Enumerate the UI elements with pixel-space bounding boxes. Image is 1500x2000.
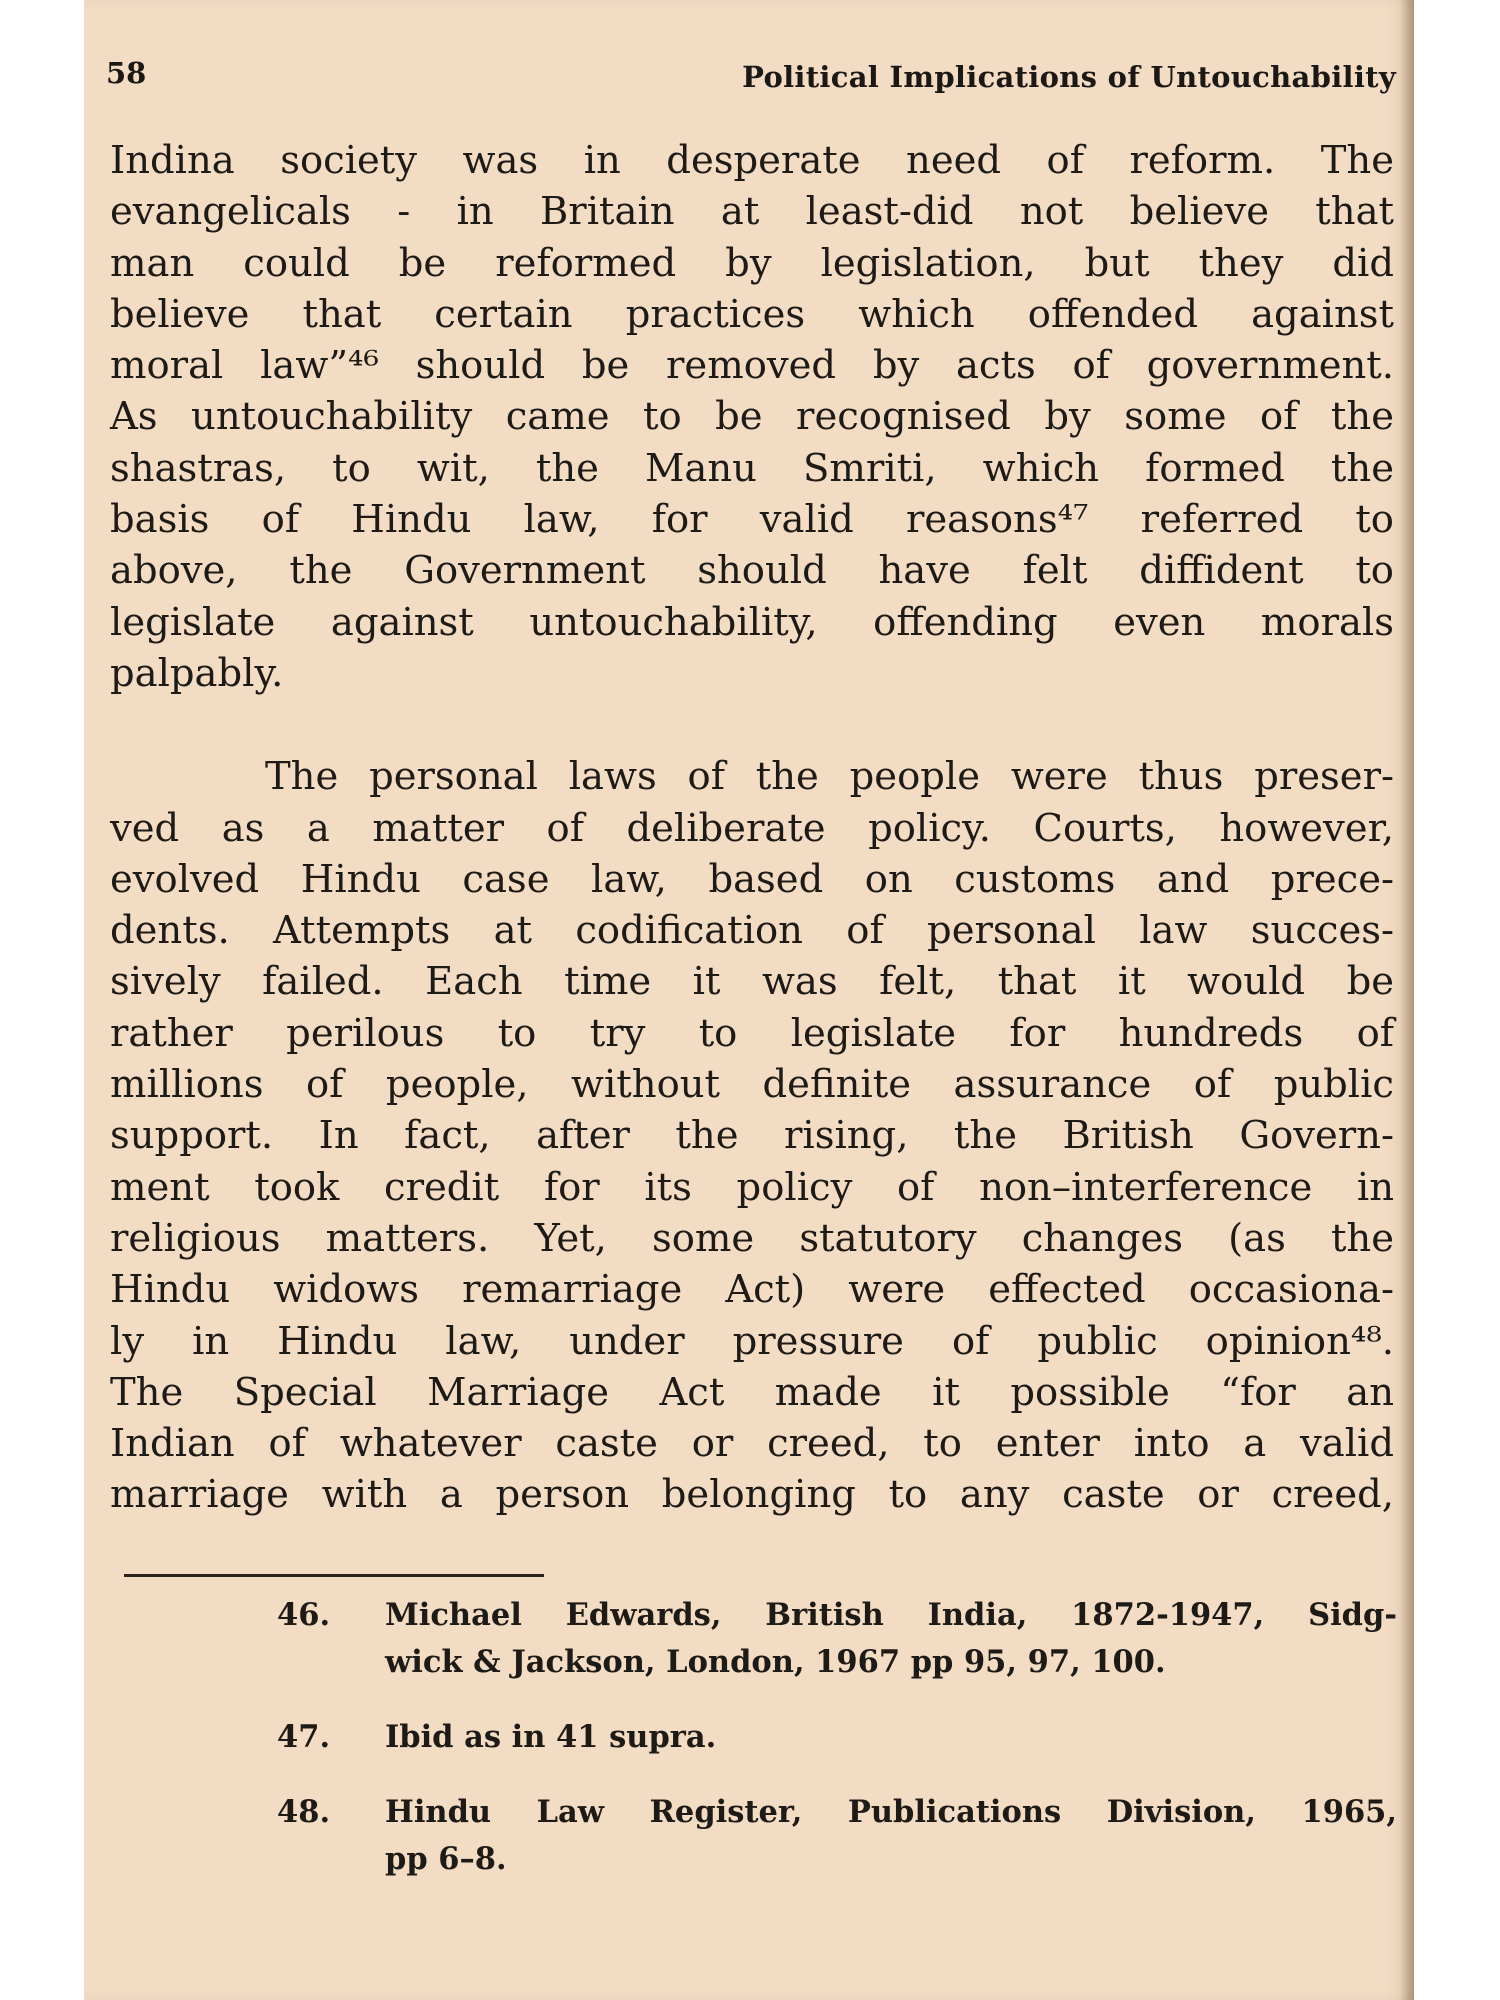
- text-line: millions of people, without definite assurance of public: [110, 1062, 1394, 1108]
- footnote-47: [277, 1714, 1397, 1761]
- text-line: above, the Government should have felt diffident to: [110, 548, 1394, 594]
- text-line: The personal laws of the people were thus preser-: [265, 754, 1394, 800]
- text-line: Indian of whatever caste or creed, to enter into a valid: [110, 1421, 1394, 1467]
- footnote-rule: [124, 1574, 544, 1577]
- text-line: believe that certain practices which offended against: [110, 291, 1394, 337]
- text-line: Indina society was in desperate need of reform. The: [110, 138, 1394, 183]
- text-line: man could be reformed by legislation, but they did: [110, 240, 1394, 286]
- footnote-text: [385, 1714, 1397, 1761]
- body-text: [110, 135, 1394, 1521]
- text-line: shastras, to wit, the Manu Smriti, which formed the: [110, 445, 1394, 491]
- footnote-text: [385, 1789, 1397, 1883]
- paragraph-2: [110, 751, 1394, 1520]
- text-line: dents. Attempts at codification of personal law succes-: [110, 908, 1394, 954]
- text-line: evangelicals - in Britain at least-did not believe that: [110, 189, 1394, 235]
- text-line: Hindu widows remarriage Act) were effected occasiona-: [110, 1267, 1394, 1313]
- text-line: support. In fact, after the rising, the British Govern-: [110, 1113, 1394, 1159]
- footnote-48: [277, 1789, 1397, 1883]
- footnotes: [277, 1592, 1397, 1883]
- paragraph-1: [110, 135, 1394, 699]
- text-line: palpably.: [110, 650, 284, 696]
- text-line: ment took credit for its policy of non–interference in: [110, 1164, 1394, 1210]
- footnote-46: [277, 1592, 1397, 1686]
- text-line: As untouchability came to be recognised by some of the: [110, 394, 1394, 440]
- text-line: basis of Hindu law, for valid reasons⁴⁷ referred to: [110, 497, 1394, 543]
- footnote-number: 46.: [277, 1597, 331, 1633]
- text-line: moral law”⁴⁶ should be removed by acts of government.: [110, 343, 1394, 389]
- text-line: religious matters. Yet, some statutory changes (as the: [110, 1215, 1394, 1261]
- page-edge-shadow: [1400, 0, 1414, 2000]
- footnote-line: Michael Edwards, British India, 1872-1947, Sidg-: [385, 1597, 1397, 1633]
- text-line: legislate against untouchability, offending even morals: [110, 599, 1394, 645]
- text-line: marriage with a person belonging to any caste or creed,: [110, 1472, 1394, 1518]
- text-line: ved as a matter of deliberate policy. Courts, however,: [110, 805, 1394, 851]
- footnote-number: 48.: [277, 1794, 331, 1830]
- page-number: 58: [106, 56, 147, 90]
- book-page: [84, 0, 1414, 2000]
- text-line: evolved Hindu case law, based on customs and prece-: [110, 856, 1394, 902]
- running-title: Political Implications of Untouchability: [742, 60, 1396, 94]
- text-line: sively failed. Each time it was felt, that it would be: [110, 959, 1394, 1005]
- footnote-text: [385, 1592, 1397, 1686]
- footnote-line: Ibid as in 41 supra.: [385, 1719, 717, 1755]
- page-header: [106, 56, 1396, 106]
- text-line: The Special Marriage Act made it possible “for an: [110, 1369, 1394, 1415]
- footnote-line: pp 6–8.: [385, 1841, 507, 1877]
- text-line: ly in Hindu law, under pressure of public opinion⁴⁸.: [110, 1318, 1394, 1364]
- text-line: rather perilous to try to legislate for hundreds of: [110, 1010, 1394, 1056]
- footnote-line: wick & Jackson, London, 1967 pp 95, 97, 100.: [385, 1644, 1166, 1680]
- footnote-number: 47.: [277, 1719, 331, 1755]
- paragraph-spacer: [110, 699, 1394, 751]
- footnote-line: Hindu Law Register, Publications Division, 1965,: [385, 1794, 1397, 1830]
